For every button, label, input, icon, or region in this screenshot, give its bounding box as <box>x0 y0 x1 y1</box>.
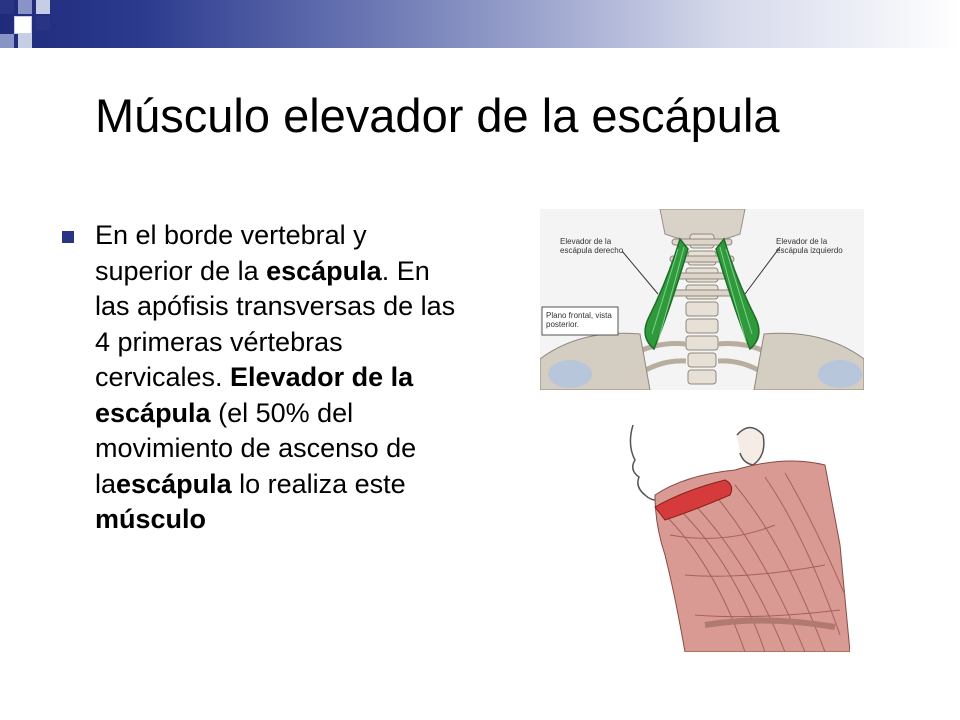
deco-square-3 <box>36 0 50 14</box>
bullet-text: En el borde vertebral y superior de la escápula. En las apófisis transversas de las 4 primeras vértebras cervicales. Elevador de la escápula (el 50% del movimiento de ascenso de laescápula lo realiza este músculo <box>95 220 456 534</box>
deco-square-5 <box>36 16 50 30</box>
deco-square-7 <box>18 34 32 48</box>
bold-escapula-1: escápula <box>266 255 382 286</box>
label-right-muscle: Elevador de la escápula derecho <box>560 237 624 255</box>
deco-square-4 <box>14 16 32 34</box>
header-band <box>0 0 960 48</box>
bullet-marker <box>62 231 74 243</box>
bold-escapula-2: escápula <box>116 468 232 499</box>
anatomy-lateral-figure <box>625 415 850 652</box>
bold-elevador: Elevador de la escápula <box>95 362 414 428</box>
anatomy-posterior-figure <box>540 209 864 390</box>
label-left-muscle: Elevador de la escápula izquierdo <box>776 237 843 255</box>
lateral-neck-illustration <box>625 415 850 652</box>
bold-musculo: músculo <box>95 504 207 534</box>
slide-title: Músculo elevador de la escápula <box>95 89 780 142</box>
deco-square-6 <box>0 34 14 48</box>
label-view: Plano frontal, vista posterior. <box>546 311 612 329</box>
deco-square-1 <box>0 0 14 14</box>
deco-square-2 <box>18 0 32 14</box>
